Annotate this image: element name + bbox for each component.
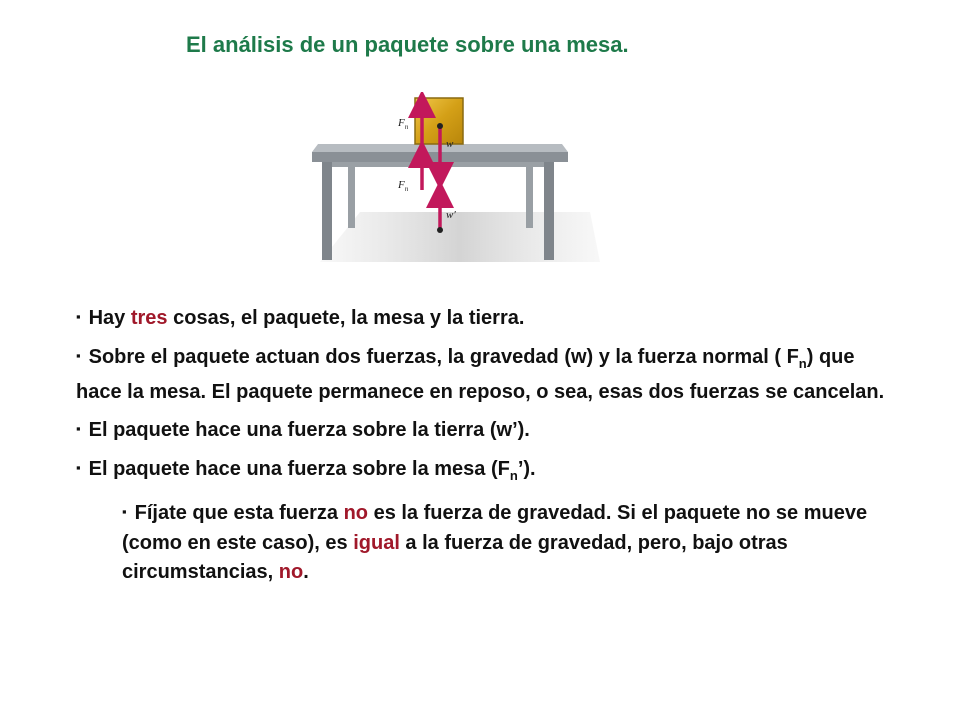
package-on-table-illustration	[300, 92, 610, 272]
bullet-marker: ▪	[76, 348, 81, 363]
bullet-marker: ▪	[76, 421, 81, 436]
table-leg	[348, 162, 355, 228]
highlight-word: no	[278, 561, 304, 583]
bullet-marker: ▪	[76, 460, 81, 475]
bullet-item: ▪ El paquete hace una fuerza sobre la mesa $(F_n’)$.	[76, 458, 536, 483]
table-leg	[526, 162, 533, 228]
label-fn-prime: $F_n$	[398, 179, 409, 193]
earth-dot	[437, 227, 443, 233]
bullet-marker: ▪	[122, 504, 127, 519]
highlight-word: igual	[353, 532, 400, 554]
bullet-marker: ▪	[76, 309, 81, 324]
label-fn: $F_n$	[398, 117, 409, 131]
table-diagram	[300, 92, 610, 272]
sub-bullet-item: ▪ Fíjate que esta fuerza no es la fuerza de gravedad. Si el paquete no se mueve (como en este caso), es igual a la fuerza de gravedad, pero, bajo otras circumstancias, no.	[122, 502, 868, 583]
label-w-prime: w′	[446, 209, 456, 221]
highlight-word: no	[343, 502, 369, 524]
highlight-word: tres	[130, 307, 168, 329]
bullet-item: ▪ Sobre el paquete actuan dos fuerzas, la gravedad (w) y la fuerza normal ( $F_n$) que hace la mesa. El paquete permanece en reposo, o sea, esas dos fuerzas se cancelan.	[76, 346, 885, 403]
floor-shadow	[320, 212, 600, 262]
table-apron	[332, 162, 544, 167]
slide-title: El análisis de un paquete sobre una mesa.	[186, 32, 629, 57]
bullet-item: ▪ Hay tres cosas, el paquete, la mesa y la tierra.	[76, 307, 525, 329]
table-leg	[322, 162, 332, 260]
label-w: w	[446, 138, 454, 150]
table-leg	[544, 162, 554, 260]
package-center-dot	[437, 123, 443, 129]
bullet-item: ▪ El paquete hace una fuerza sobre la tierra (w’).	[76, 419, 530, 441]
bullet-list	[76, 304, 896, 596]
